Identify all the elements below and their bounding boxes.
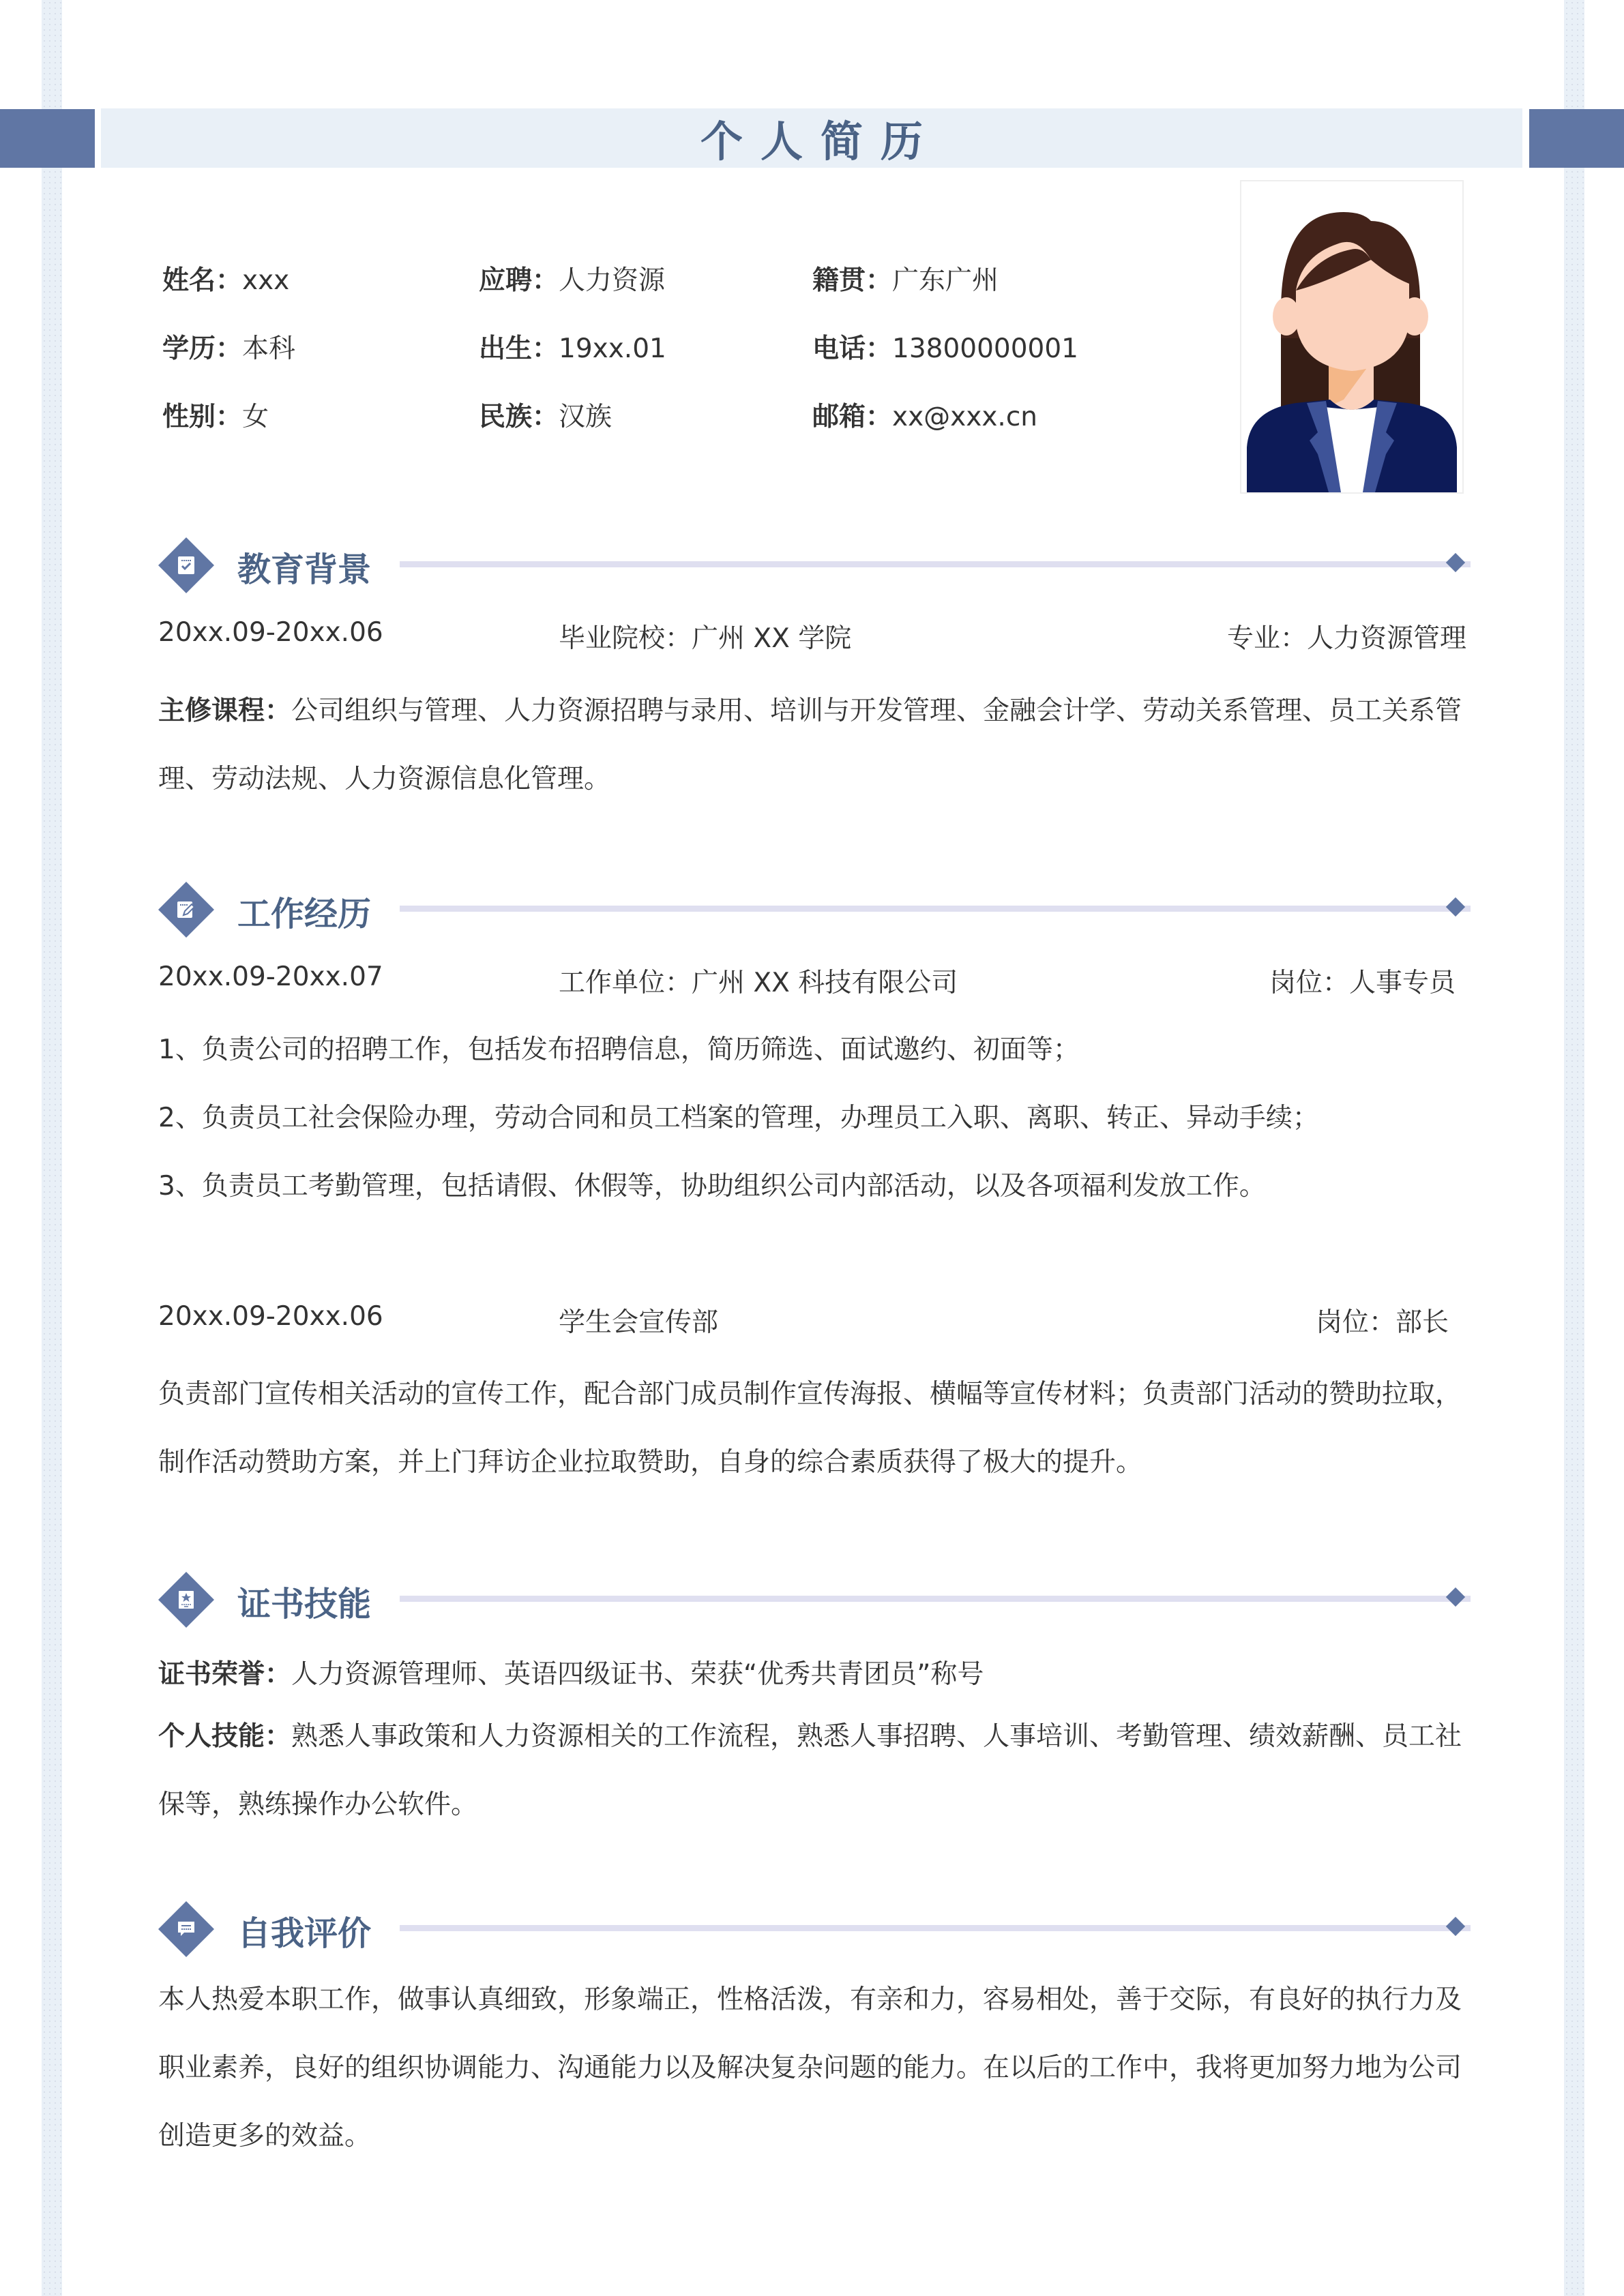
job-description: 负责部门宣传相关活动的宣传工作，配合部门成员制作宣传海报、横幅等宣传材料；负责部门活动的赞助拉取，制作活动赞助方案，并上门拜访企业拉取赞助，自身的综合素质获得了极大的提升。 [158, 1379, 1462, 1478]
left-decor-strip [42, 0, 62, 2296]
self-eval-text: 本人热爱本职工作，做事认真细致，形象端正，性格活泼，有亲和力，容易相处，善于交际，有良好的执行力及职业素养，良好的组织协调能力、沟通能力以及解决复杂问题的能力。在以后的工作中，我将更加努力地为公司创造更多的效益。 [158, 1984, 1462, 2151]
info-position: 应聘：人力资源 [479, 265, 666, 296]
section-header-work [157, 878, 1466, 940]
section-header-skills [157, 1568, 1466, 1630]
info-name: 姓名：xxx [162, 265, 290, 296]
education-school: 毕业院校：广州 XX 学院 [559, 623, 852, 654]
female-avatar-icon [1241, 181, 1462, 492]
job-position: 岗位：人事专员 [1269, 968, 1456, 998]
job-row [158, 961, 1466, 996]
section-end-diamond [1446, 897, 1465, 916]
header-left-block [0, 109, 95, 168]
section-title: 工作经历 [237, 895, 372, 934]
info-education: 学历：本科 [162, 333, 296, 364]
skills-certs: 证书荣誉：人力资源管理师、英语四级证书、荣获“优秀共青团员”称号 [158, 1659, 984, 1690]
section-end-diamond [1446, 1587, 1465, 1607]
edit-note-icon [176, 899, 196, 920]
profile-photo [1240, 180, 1464, 494]
section-end-diamond [1446, 1917, 1465, 1936]
section-divider [400, 561, 1471, 567]
job-period: 20xx.09-20xx.07 [158, 961, 383, 992]
education-courses: 主修课程：公司组织与管理、人力资源招聘与录用、培训与开发管理、金融会计学、劳动关系管理、员工关系管理、劳动法规、人力资源信息化管理。 [158, 696, 1462, 794]
job-period: 20xx.09-20xx.06 [158, 1301, 383, 1332]
job-row [158, 1301, 1466, 1338]
job-duty: 3、负责员工考勤管理，包括请假、休假等，协助组织公司内部活动，以及各项福利发放工作。 [158, 1171, 1266, 1202]
section-header-self-eval [157, 1898, 1466, 1959]
job-duty: 1、负责公司的招聘工作，包括发布招聘信息，简历筛选、面试邀约、初面等； [158, 1034, 1080, 1065]
section-title: 教育背景 [237, 550, 372, 589]
education-row [158, 617, 1466, 654]
info-hometown: 籍贯：广东广州 [812, 265, 999, 296]
certificate-icon [176, 1590, 196, 1610]
info-phone: 电话：13800000001 [812, 333, 1078, 364]
section-divider [400, 1925, 1471, 1931]
right-decor-strip [1564, 0, 1584, 2296]
info-ethnicity: 民族：汉族 [479, 402, 612, 432]
section-divider [400, 1596, 1471, 1602]
job-org: 工作单位：广州 XX 科技有限公司 [559, 968, 958, 998]
info-gender: 性别：女 [162, 402, 269, 432]
page-title: 个人简历 [700, 117, 941, 166]
job-duty: 2、负责员工社会保险办理，劳动合同和员工档案的管理，办理员工入职、离职、转正、异动手续； [158, 1103, 1319, 1133]
section-end-diamond [1446, 553, 1465, 572]
info-birth: 出生：19xx.01 [479, 333, 666, 364]
job-org: 学生会宣传部 [559, 1307, 719, 1338]
header-right-block [1529, 109, 1624, 168]
checklist-icon [176, 555, 196, 576]
skills-personal: 个人技能：熟悉人事政策和人力资源相关的工作流程，熟悉人事招聘、人事培训、考勤管理、绩效薪酬、员工社保等，熟练操作办公软件。 [158, 1721, 1462, 1820]
section-title: 证书技能 [237, 1585, 372, 1624]
section-title: 自我评价 [237, 1914, 372, 1953]
section-divider [400, 906, 1471, 912]
section-header-education [157, 534, 1466, 595]
job-position: 岗位：部长 [1315, 1307, 1449, 1338]
education-period: 20xx.09-20xx.06 [158, 617, 383, 648]
info-email: 邮箱：xx@xxx.cn [812, 402, 1037, 432]
comment-icon [176, 1919, 196, 1939]
header-band [101, 108, 1522, 168]
education-major: 专业：人力资源管理 [1226, 623, 1466, 654]
